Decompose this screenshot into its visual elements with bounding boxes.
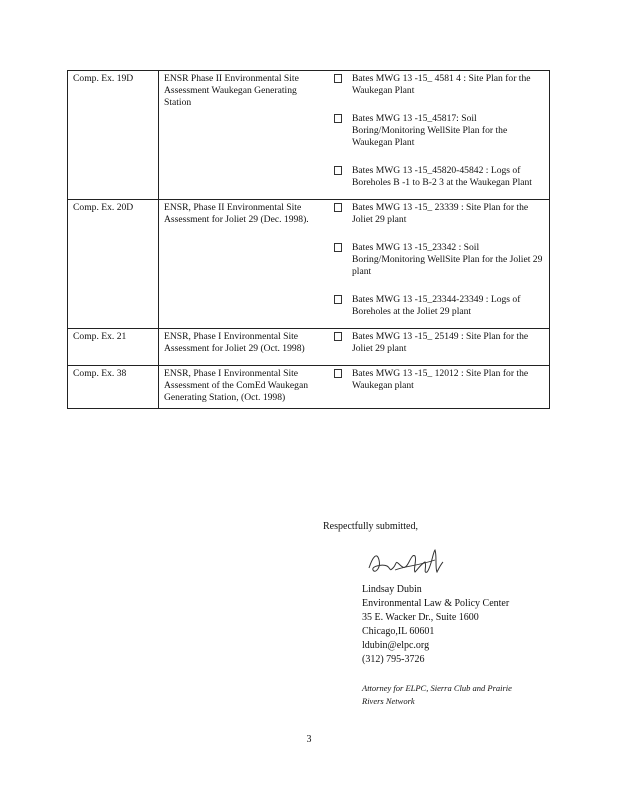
page-number: 3 (306, 734, 312, 745)
exhibit-description: ENSR, Phase I Environmental Site Assessment for Joliet 29 (Oct. 1998) (159, 329, 329, 366)
bates-item-text: Bates MWG 13 -15_45820-45842 : Logs of Boreholes B -1 to B-2 3 at the Waukegan Plant (352, 165, 532, 188)
checkbox-bullet-icon (334, 243, 342, 252)
bates-item (334, 113, 545, 149)
exhibit-number: Comp. Ex. 19D (68, 71, 159, 200)
exhibit-row (68, 71, 550, 200)
bates-item-text: Bates MWG 13 -15_ 25149 : Site Plan for the Joliet 29 plant (352, 331, 529, 354)
exhibit-description: ENSR, Phase II Environmental Site Assessment for Joliet 29 (Dec. 1998). (159, 200, 329, 329)
checkbox-bullet-icon (334, 74, 342, 83)
checkbox-bullet-icon (334, 114, 342, 123)
bates-item-text: Bates MWG 13 -15_ 4581 4 : Site Plan for the Waukegan Plant (352, 73, 531, 96)
signer-address: 35 E. Wacker Dr., Suite 1600 (362, 612, 479, 623)
handwritten-signature (365, 546, 445, 580)
signer-organization: Environmental Law & Policy Center (362, 598, 510, 609)
exhibit-row (68, 329, 550, 366)
bates-documents (328, 200, 550, 329)
bates-item (334, 202, 545, 226)
signer-name: Lindsay Dubin (362, 584, 422, 595)
bates-documents (328, 329, 550, 366)
signer-email: ldubin@elpc.org (362, 640, 430, 651)
exhibit-number: Comp. Ex. 20D (68, 200, 159, 329)
bates-item-text: Bates MWG 13 -15_23344-23349 : Logs of Boreholes at the Joliet 29 plant (352, 294, 521, 317)
signature-block (362, 583, 509, 667)
bates-item (334, 294, 545, 318)
bates-item-text: Bates MWG 13 -15_23342 : Soil Boring/Monitoring WellSite Plan for the Joliet 29 plant (352, 242, 543, 277)
checkbox-bullet-icon (334, 369, 342, 378)
attorney-affiliation: Attorney for ELPC, Sierra Club and Prairie Rivers Network (362, 683, 512, 706)
bates-item (334, 242, 545, 278)
signer-city: Chicago,IL 60601 (362, 626, 435, 637)
bates-item-text: Bates MWG 13 -15_ 23339 : Site Plan for the Joliet 29 plant (352, 202, 529, 225)
bates-item (334, 368, 545, 392)
signer-phone: (312) 795-3726 (362, 654, 425, 665)
exhibit-row (68, 200, 550, 329)
bates-item (334, 331, 545, 355)
exhibit-number: Comp. Ex. 21 (68, 329, 159, 366)
checkbox-bullet-icon (334, 332, 342, 341)
bates-documents (328, 71, 550, 200)
exhibit-description: ENSR, Phase I Environmental Site Assessment of the ComEd Waukegan Generating Station, (Oct. 1998) (159, 366, 329, 409)
checkbox-bullet-icon (334, 203, 342, 212)
bates-item (334, 73, 545, 97)
bates-item-text: Bates MWG 13 -15_45817: Soil Boring/Monitoring WellSite Plan for the Waukegan Plant (352, 113, 508, 148)
exhibit-table (67, 70, 550, 409)
exhibit-row (68, 366, 550, 409)
exhibit-description: ENSR Phase II Environmental Site Assessment Waukegan Generating Station (159, 71, 329, 200)
bates-documents (328, 366, 550, 409)
exhibit-number: Comp. Ex. 38 (68, 366, 159, 409)
checkbox-bullet-icon (334, 295, 342, 304)
bates-item-text: Bates MWG 13 -15_ 12012 : Site Plan for the Waukegan plant (352, 368, 529, 391)
bates-item (334, 165, 545, 189)
checkbox-bullet-icon (334, 166, 342, 175)
closing-line: Respectfully submitted, (323, 521, 418, 532)
